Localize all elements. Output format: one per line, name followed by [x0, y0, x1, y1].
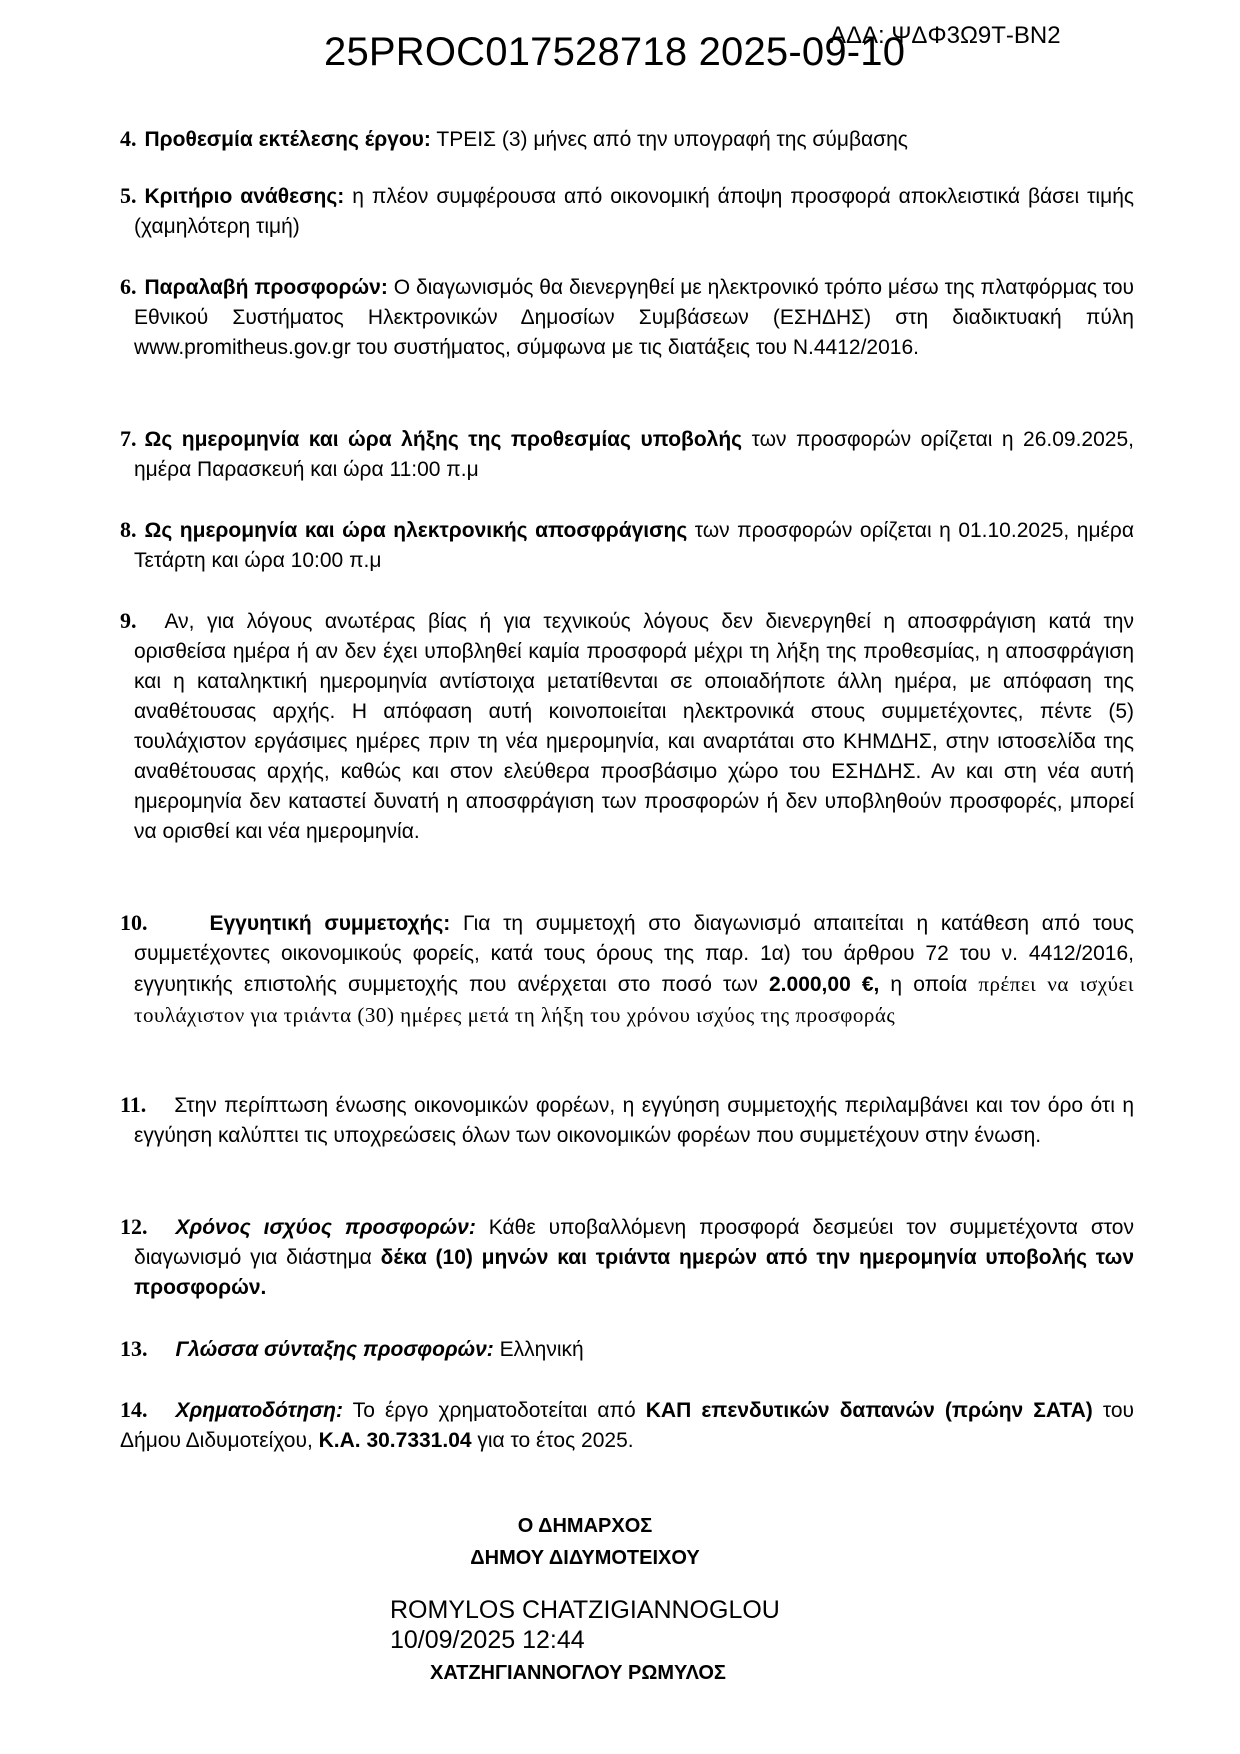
digital-signature-date: 10/09/2025 12:44	[390, 1626, 585, 1654]
item-4	[120, 124, 1134, 155]
item-text-continued: η οποία	[879, 973, 968, 996]
item-5	[120, 181, 1134, 242]
item-text: Ο διαγωνισμός θα διενεργηθεί με ηλεκτρονικό τρόπο μέσω της πλατφόρμας του Εθνικού Συστήματος Ηλεκτρονικών Δημοσίων Συμβάσεων (ΕΣΗΔΗΣ) στη διαδικτυακή πύλη www.promitheus.gov.gr του συστήματος, σύμφωνα με τις διατάξεις του Ν.4412/2016.	[134, 276, 1135, 359]
item-label: Χρηματοδότηση:	[175, 1399, 343, 1422]
item-number: 10.	[120, 910, 148, 935]
item-number: 13.	[120, 1336, 148, 1361]
item-label: Ως ημερομηνία και ώρα ηλεκτρονικής αποσφράγισης	[144, 519, 688, 542]
item-label: Γλώσσα σύνταξης προσφορών:	[175, 1338, 494, 1361]
item-text: Αν, για λόγους ανωτέρας βίας ή για τεχνικούς λόγους δεν διενεργηθεί η αποσφράγιση κατά την ορισθείσα ημέρα ή αν δεν έχει υποβληθεί καμία προσφορά μέχρι τη λήξη της προθεσμίας, η αποσφράγιση και η καταληκτική ημερομηνία αντίστοιχα μετατίθενται σε οποιαδήποτε άλλη ημέρα, με απόφαση της αναθέτουσας αρχής. Η απόφαση αυτή κοινοποιείται ηλεκτρονικά στους συμμετέχοντες, πέντε (5) τουλάχιστον εργάσιμες ημέρες πριν τη νέα ημερομηνία, και αναρτάται στο ΚΗΜΔΗΣ, στην ιστοσελίδα της αναθέτουσας αρχής, καθώς και στον ελεύθερα προσβάσιμο χώρο του ΕΣΗΔΗΣ. Αν και στη νέα αυτή ημερομηνία δεν καταστεί δυνατή η αποσφράγιση των προσφορών ή δεν υποβληθούν προσφορές, μπορεί να ορισθεί και νέα ημερομηνία.	[134, 610, 1134, 843]
item-label: Προθεσμία εκτέλεσης έργου:	[144, 128, 431, 151]
item-text-end: για το έτος 2025.	[471, 1429, 634, 1452]
item-text-continued: του Δήμου Διδυμοτείχου,	[120, 1399, 1135, 1452]
item-number: 5.	[120, 183, 137, 208]
signatory-name: ΧΑΤΖΗΓΙΑΝΝΟΓΛΟΥ ΡΩΜΥΛΟΣ	[430, 1662, 726, 1684]
item-number: 14.	[120, 1397, 148, 1422]
ada-stamp: ΑΔΑ: ΨΔΦ3Ω9Τ-ΒΝ2	[830, 22, 1061, 49]
item-text: ΤΡΕΙΣ (3) μήνες από την υπογραφή της σύμβασης	[430, 128, 908, 151]
item-number: 11.	[120, 1092, 147, 1117]
item-number: 12.	[120, 1214, 148, 1239]
item-text: Κάθε υποβαλλόμενη προσφορά δεσμεύει τον συμμετέχοντα στον διαγωνισμό για διάστημα	[134, 1216, 1134, 1269]
budget-code: Κ.Α. 30.7331.04	[318, 1429, 472, 1452]
item-text: Στην περίπτωση ένωσης οικονομικών φορέων, η εγγύηση συμμετοχής περιλαμβάνει και τον όρο ότι η εγγύηση καλύπτει τις υποχρεώσεις όλων των οικονομικών φορέων που συμμετέχουν στην ένωση.	[134, 1094, 1134, 1147]
item-6	[120, 272, 1134, 363]
item-text: των προσφορών ορίζεται η 26.09.2025, ημέρα Παρασκευή και ώρα 11:00 π.μ	[134, 428, 1134, 481]
item-text: η πλέον συμφέρουσα από οικονομική άποψη προσφορά αποκλειστικά βάσει τιμής (χαμηλότερη τιμή)	[134, 185, 1134, 238]
item-bold-text: δέκα (10) μηνών και τριάντα ημερών από την ημερομηνία υποβολής των προσφορών.	[134, 1246, 1134, 1299]
item-9	[120, 606, 1134, 847]
signature-title-mayor: Ο ΔΗΜΑΡΧΟΣ	[517, 1515, 653, 1537]
item-serif-text: πρέπει να ισχύει τουλάχιστον για τριάντα (30) ημέρες μετά τη λήξη του χρόνου ισχύος της προσφοράς	[134, 972, 1134, 1027]
item-8	[120, 515, 1134, 576]
protocol-id-stamp: 25PROC017528718 2025-09-10	[324, 30, 906, 74]
item-number: 9.	[120, 608, 137, 633]
item-11	[120, 1090, 1134, 1151]
item-10	[120, 908, 1134, 1031]
funding-source: ΚΑΠ επενδυτικών δαπανών (πρώην ΣΑΤΑ)	[645, 1399, 1093, 1422]
guarantee-amount: 2.000,00 €,	[769, 973, 880, 996]
signature-title-municipality: ΔΗΜΟΥ ΔΙΔΥΜΟΤΕΙΧΟΥ	[470, 1547, 700, 1569]
item-text: Για τη συμμετοχή στο διαγωνισμό απαιτείται η κατάθεση από τους συμμετέχοντες οικονομικούς φορείς, κατά τους όρους της παρ. 1α) του άρθρου 72 του ν. 4412/2016, εγγυητικής επιστολής συμμετοχής που ανέρχεται στο ποσό των	[134, 912, 1134, 996]
item-label: Κριτήριο ανάθεσης:	[144, 185, 345, 208]
item-label: Χρόνος ισχύος προσφορών:	[175, 1216, 476, 1239]
item-12	[120, 1212, 1134, 1303]
item-text: Το έργο χρηματοδοτείται από	[342, 1399, 646, 1422]
item-label: Εγγυητική συμμετοχής:	[209, 912, 451, 935]
item-number: 7.	[120, 426, 137, 451]
item-7	[120, 424, 1134, 485]
item-label: Παραλαβή προσφορών:	[144, 276, 388, 299]
item-number: 4.	[120, 126, 137, 151]
item-number: 8.	[120, 517, 137, 542]
item-text: των προσφορών ορίζεται η 01.10.2025, ημέρα Τετάρτη και ώρα 10:00 π.μ	[134, 519, 1134, 572]
item-14	[120, 1395, 1134, 1456]
item-number: 6.	[120, 274, 137, 299]
item-text: Ελληνική	[493, 1338, 584, 1361]
digital-signature-name: ROMYLOS CHATZIGIANNOGLOU	[390, 1596, 780, 1624]
item-label: Ως ημερομηνία και ώρα λήξης της προθεσμίας υποβολής	[144, 428, 743, 451]
item-13	[120, 1334, 1134, 1365]
